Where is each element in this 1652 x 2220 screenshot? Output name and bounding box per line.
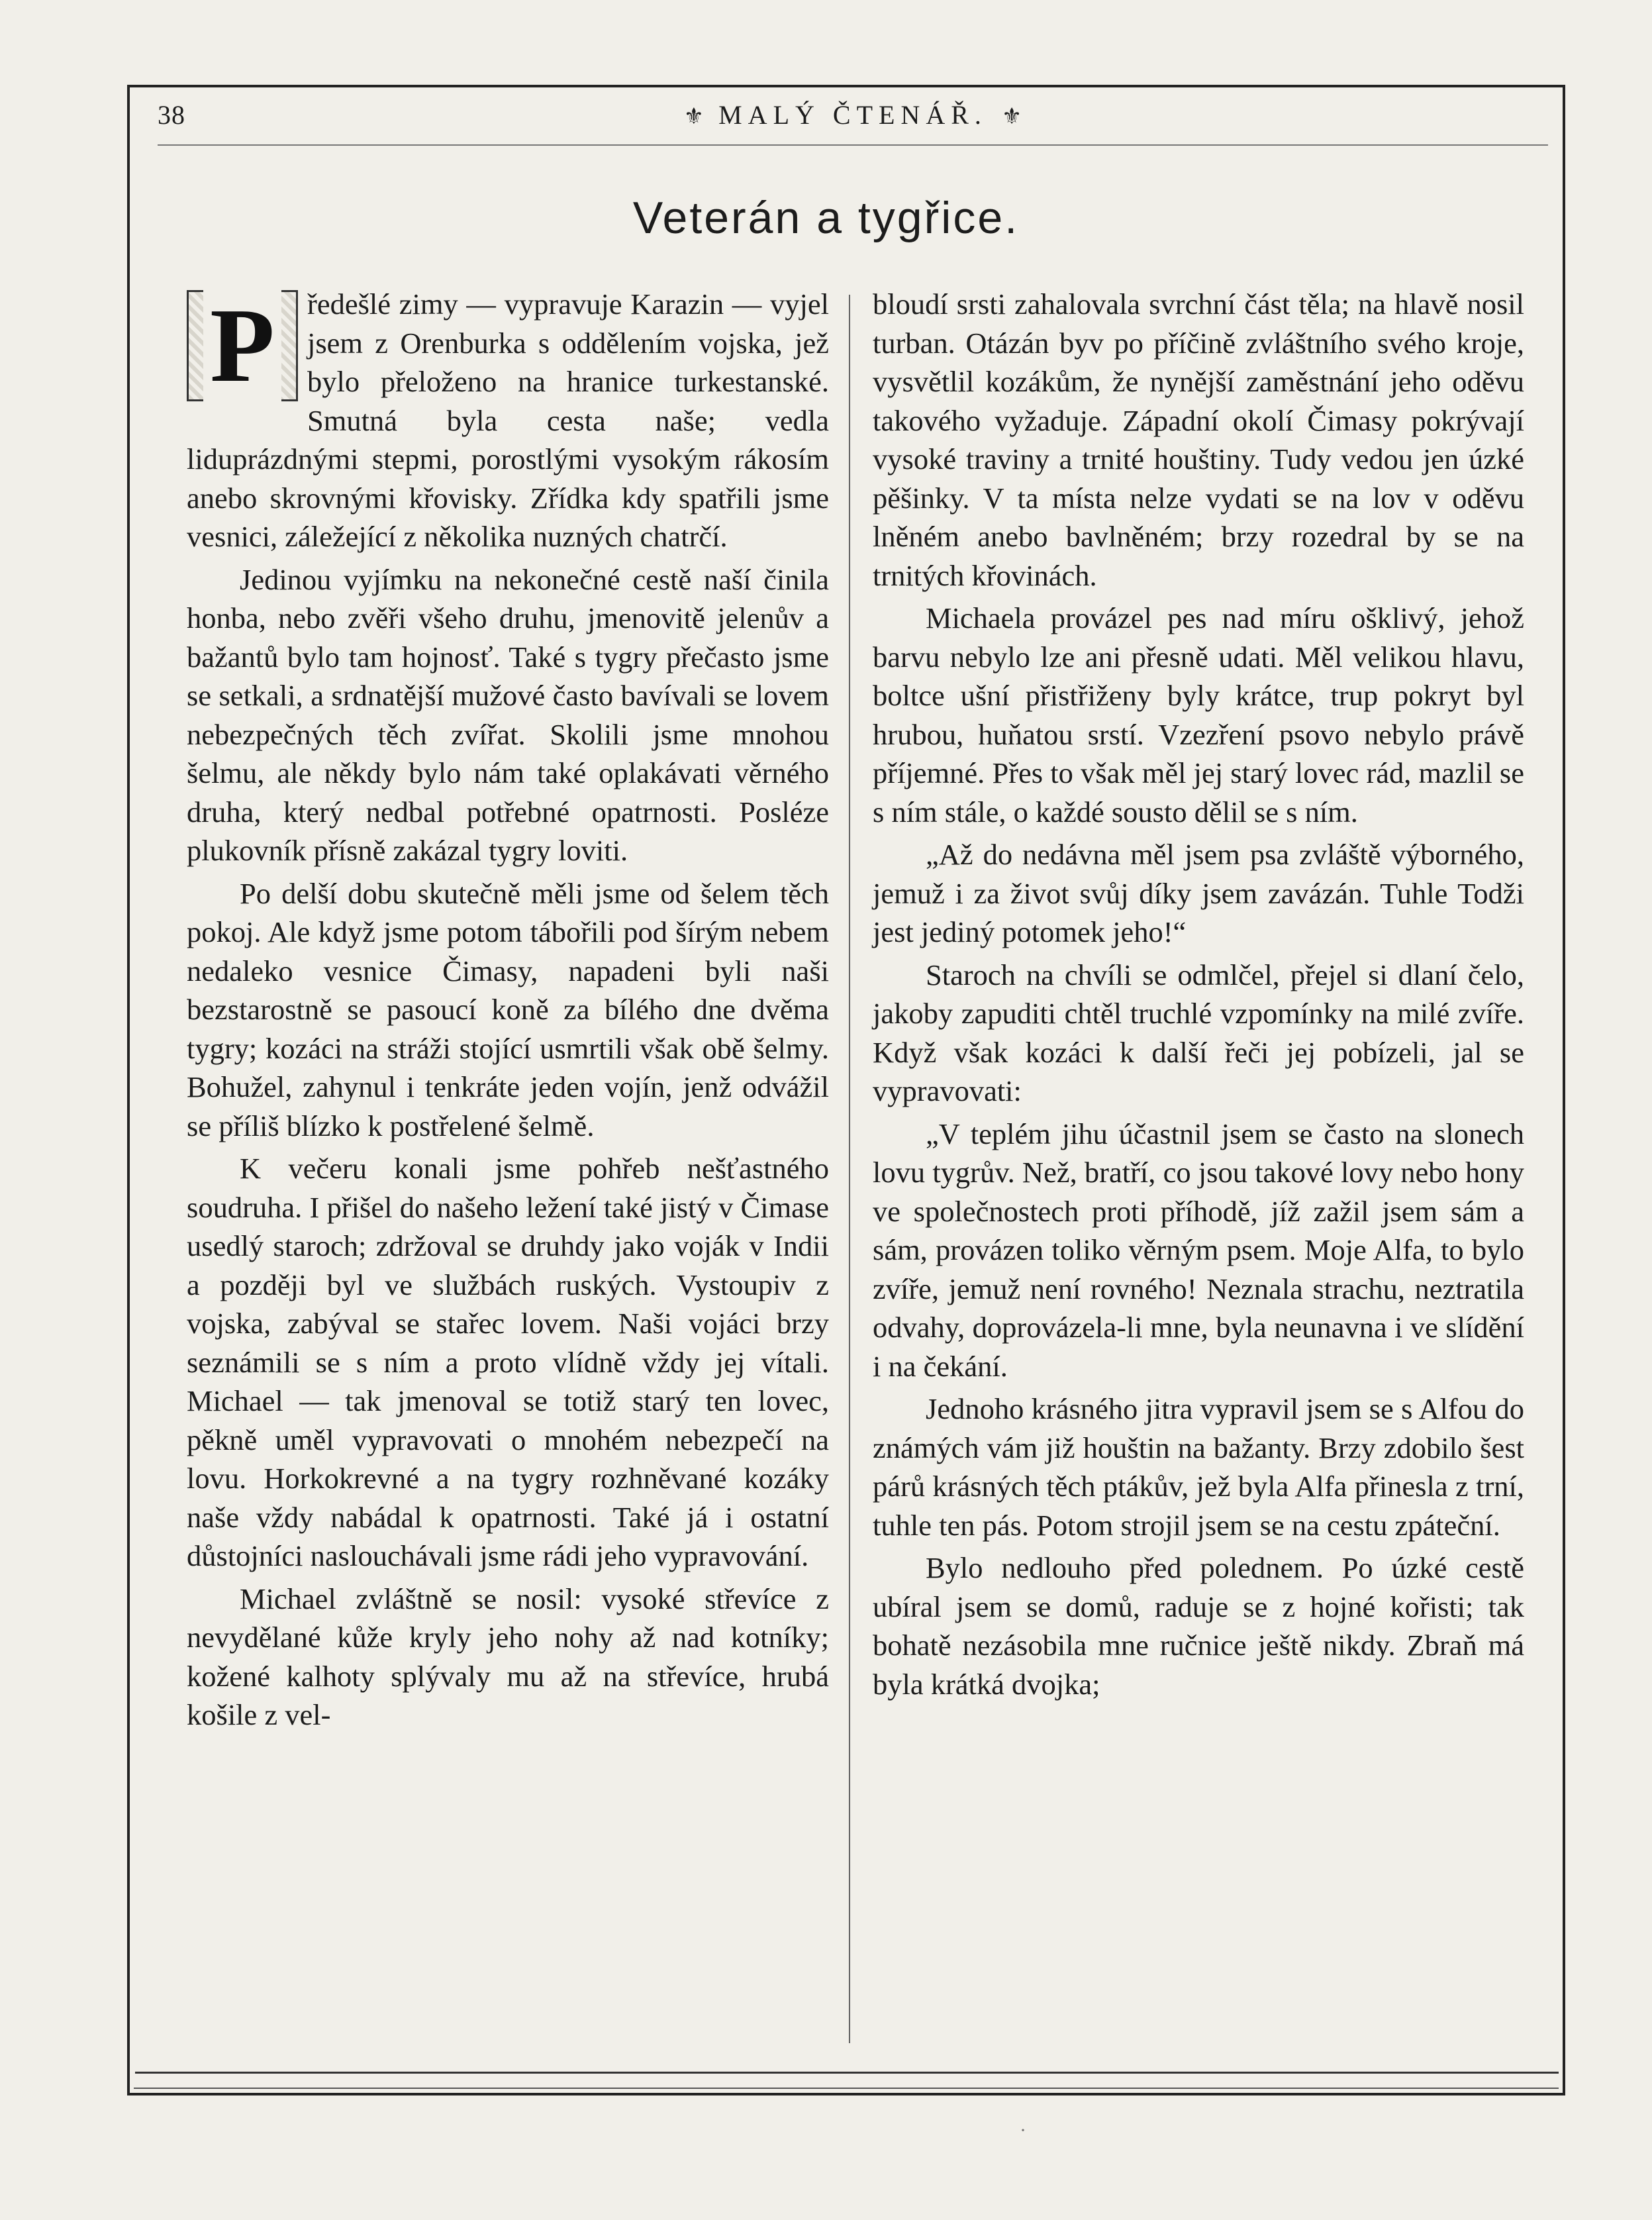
running-head [158,99,1548,130]
header-rule [158,144,1548,146]
paragraph: Po delší dobu skutečně měli jsme od šelem těch pokoj. Ale když jsme potom tábořili pod šírým nebem nedaleko vesnice Čimasy, napadeni byli naši bezstarostně se pasoucí koně za bílého dne dvěma tygry; kozáci na stráži stojící usmrtili však obě šelmy. Bohužel, zahynul i tenkráte jeden vojín, jenž odvážil se příliš blízko k postřelené šelmě. [187,876,829,1142]
paragraph: Michaela provázel pes nad míru ošklivý, jehož barvu nebylo lze ani přesně udati. Měl velikou hlavu, boltce ušní přistřiženy byly krátce, trup pokryt byl hrubou, huňatou srstí. Vzezření psovo nebylo právě příjemné. Přes to však měl jej starý lovec rád, mazlil se s ním stále, o každé sousto dělil se s ním. [873,601,1524,829]
paragraph: Jedinou vyjímku na nekonečné cestě naší činila honba, nebo zvěři všeho druhu, jmenovitě jelenův a bažantů bylo tam hojnosť. Také s tygry přečasto jsme se setkali, a srdnatější mužové často bavívali se lovem nebezpečných těch zvířat. Skolili jsme mnohou šelmu, ale někdy bylo nám také oplakávati věrného druha, který nedbal potřebné opatrnosti. Posléze plukovník přísně zakázal tygry loviti. [187,562,829,867]
fleuron-left-icon: ⚜ [683,103,705,130]
paragraph: Jednoho krásného jitra vypravil jsem se s Alfou do známých vám již houštin na bažanty. Brzy zdobilo šest párů krásných těch ptákův, jež byla Alfa přinesla z trní, tuhle ten pás. Potom strojil jsem se na cestu zpáteční. [873,1392,1524,1542]
paragraph: Michael zvláštně se nosil: vysoké střevíce z nevydělané kůže kryly jeho nohy až nad kotníky; kožené kalhoty splývaly mu až na střevíce, hrubá košile z vel- [187,1582,829,1731]
paragraph: bloudí srsti zahalovala svrchní část těla; na hlavě nosil turban. Otázán byv po příčině zvláštního svého kroje, vysvětlil kozákům, že nynější zaměstnání jeho oděvu takového vyžaduje. Západní okolí Čimasy pokrývají vysoké traviny a trnité houštiny. Tudy vedou jen úzké pěšinky. V ta místa nelze vydati se na lov v oděvu lněném anebo bavlněném; brzy rozedral by se na trnitých křovinách. [873,287,1524,592]
right-column [873,285,1524,1707]
paragraph: P ředešlé zimy — vypravuje Karazin — vyjel jsem z Orenburka s oddělením vojska, jež bylo přeloženo na hranice turkestanské. Smutná byla cesta naše; vedla liduprázdnými stepmi, porostlými vysokým rákosím anebo skrovnými křovisky. Zřídka kdy spatřili jsme vesnici, záležející z několika nuzných chatrčí. [187,286,829,553]
article-title: Veterán a tygřice. [632,193,1020,243]
column-divider [849,295,850,2043]
fleuron-right-icon: ⚜ [1001,103,1022,130]
paragraph: K večeru konali jsme pohřeb nešťastného soudruha. I přišel do našeho ležení také jistý v Čimase usedlý staroch; zdržoval se druhdy jako voják v Indii a později byl ve službách ruských. Vystoupiv z vojska, zabýval se stařec lovem. Naši vojáci brzy seznámili se s ním a proto vlídně vždy jej vítali. Michael — tak jmenoval se totiž starý ten lovec, pěkně uměl vypravovati o mnohém nebezpečí na lovu. Horkokrevné a na tygry rozhněvané kozáky naše vždy nabádal k opatrnosti. Také já i ostatní důstojníci naslouchávali jsme rádi jeho vypravování. [187,1152,829,1572]
dropcap-initial: P [187,290,298,401]
paragraph: „V teplém jihu účastnil jsem se často na slonech lovu tygrův. Než, bratří, co jsou takové lovy nebo hony ve společnostech proti příhodě, jíž zažil jsem sám a sám, provázen toliko věrným psem. Moje Alfa, to bylo zvíře, jemuž není rovného! Neznala strachu, neztratila odvahy, doprovázela-li mne, byla neunavna i ve slídění i na čekání. [873,1117,1524,1383]
journal-title: MALÝ ČTENÁŘ. [718,100,987,130]
paragraph: „Až do nedávna měl jsem psa zvláště výborného, jemuž i za život svůj díky jsem zavázán. Tuhle Todži jest jediný potomek jeho!“ [873,838,1524,948]
bottom-rule [135,2072,1559,2074]
footer-mark: · [1020,2119,1026,2141]
paragraph: Staroch na chvíli se odmlčel, přejel si dlaní čelo, jakoby zapuditi chtěl truchlé vzpomínky na milé zvíře. Když však kozáci k další řeči jej pobízeli, jal se vypravovati: [873,958,1524,1107]
left-column [187,285,829,1739]
paragraph: Bylo nedlouho před polednem. Po úzké cestě ubíral jsem se domů, raduje se z hojné kořisti; tak bohatě nezásobila mne ručnice ještě nikdy. Zbraň má byla krátká dvojka; [873,1551,1524,1701]
page-number: 38 [158,100,185,130]
